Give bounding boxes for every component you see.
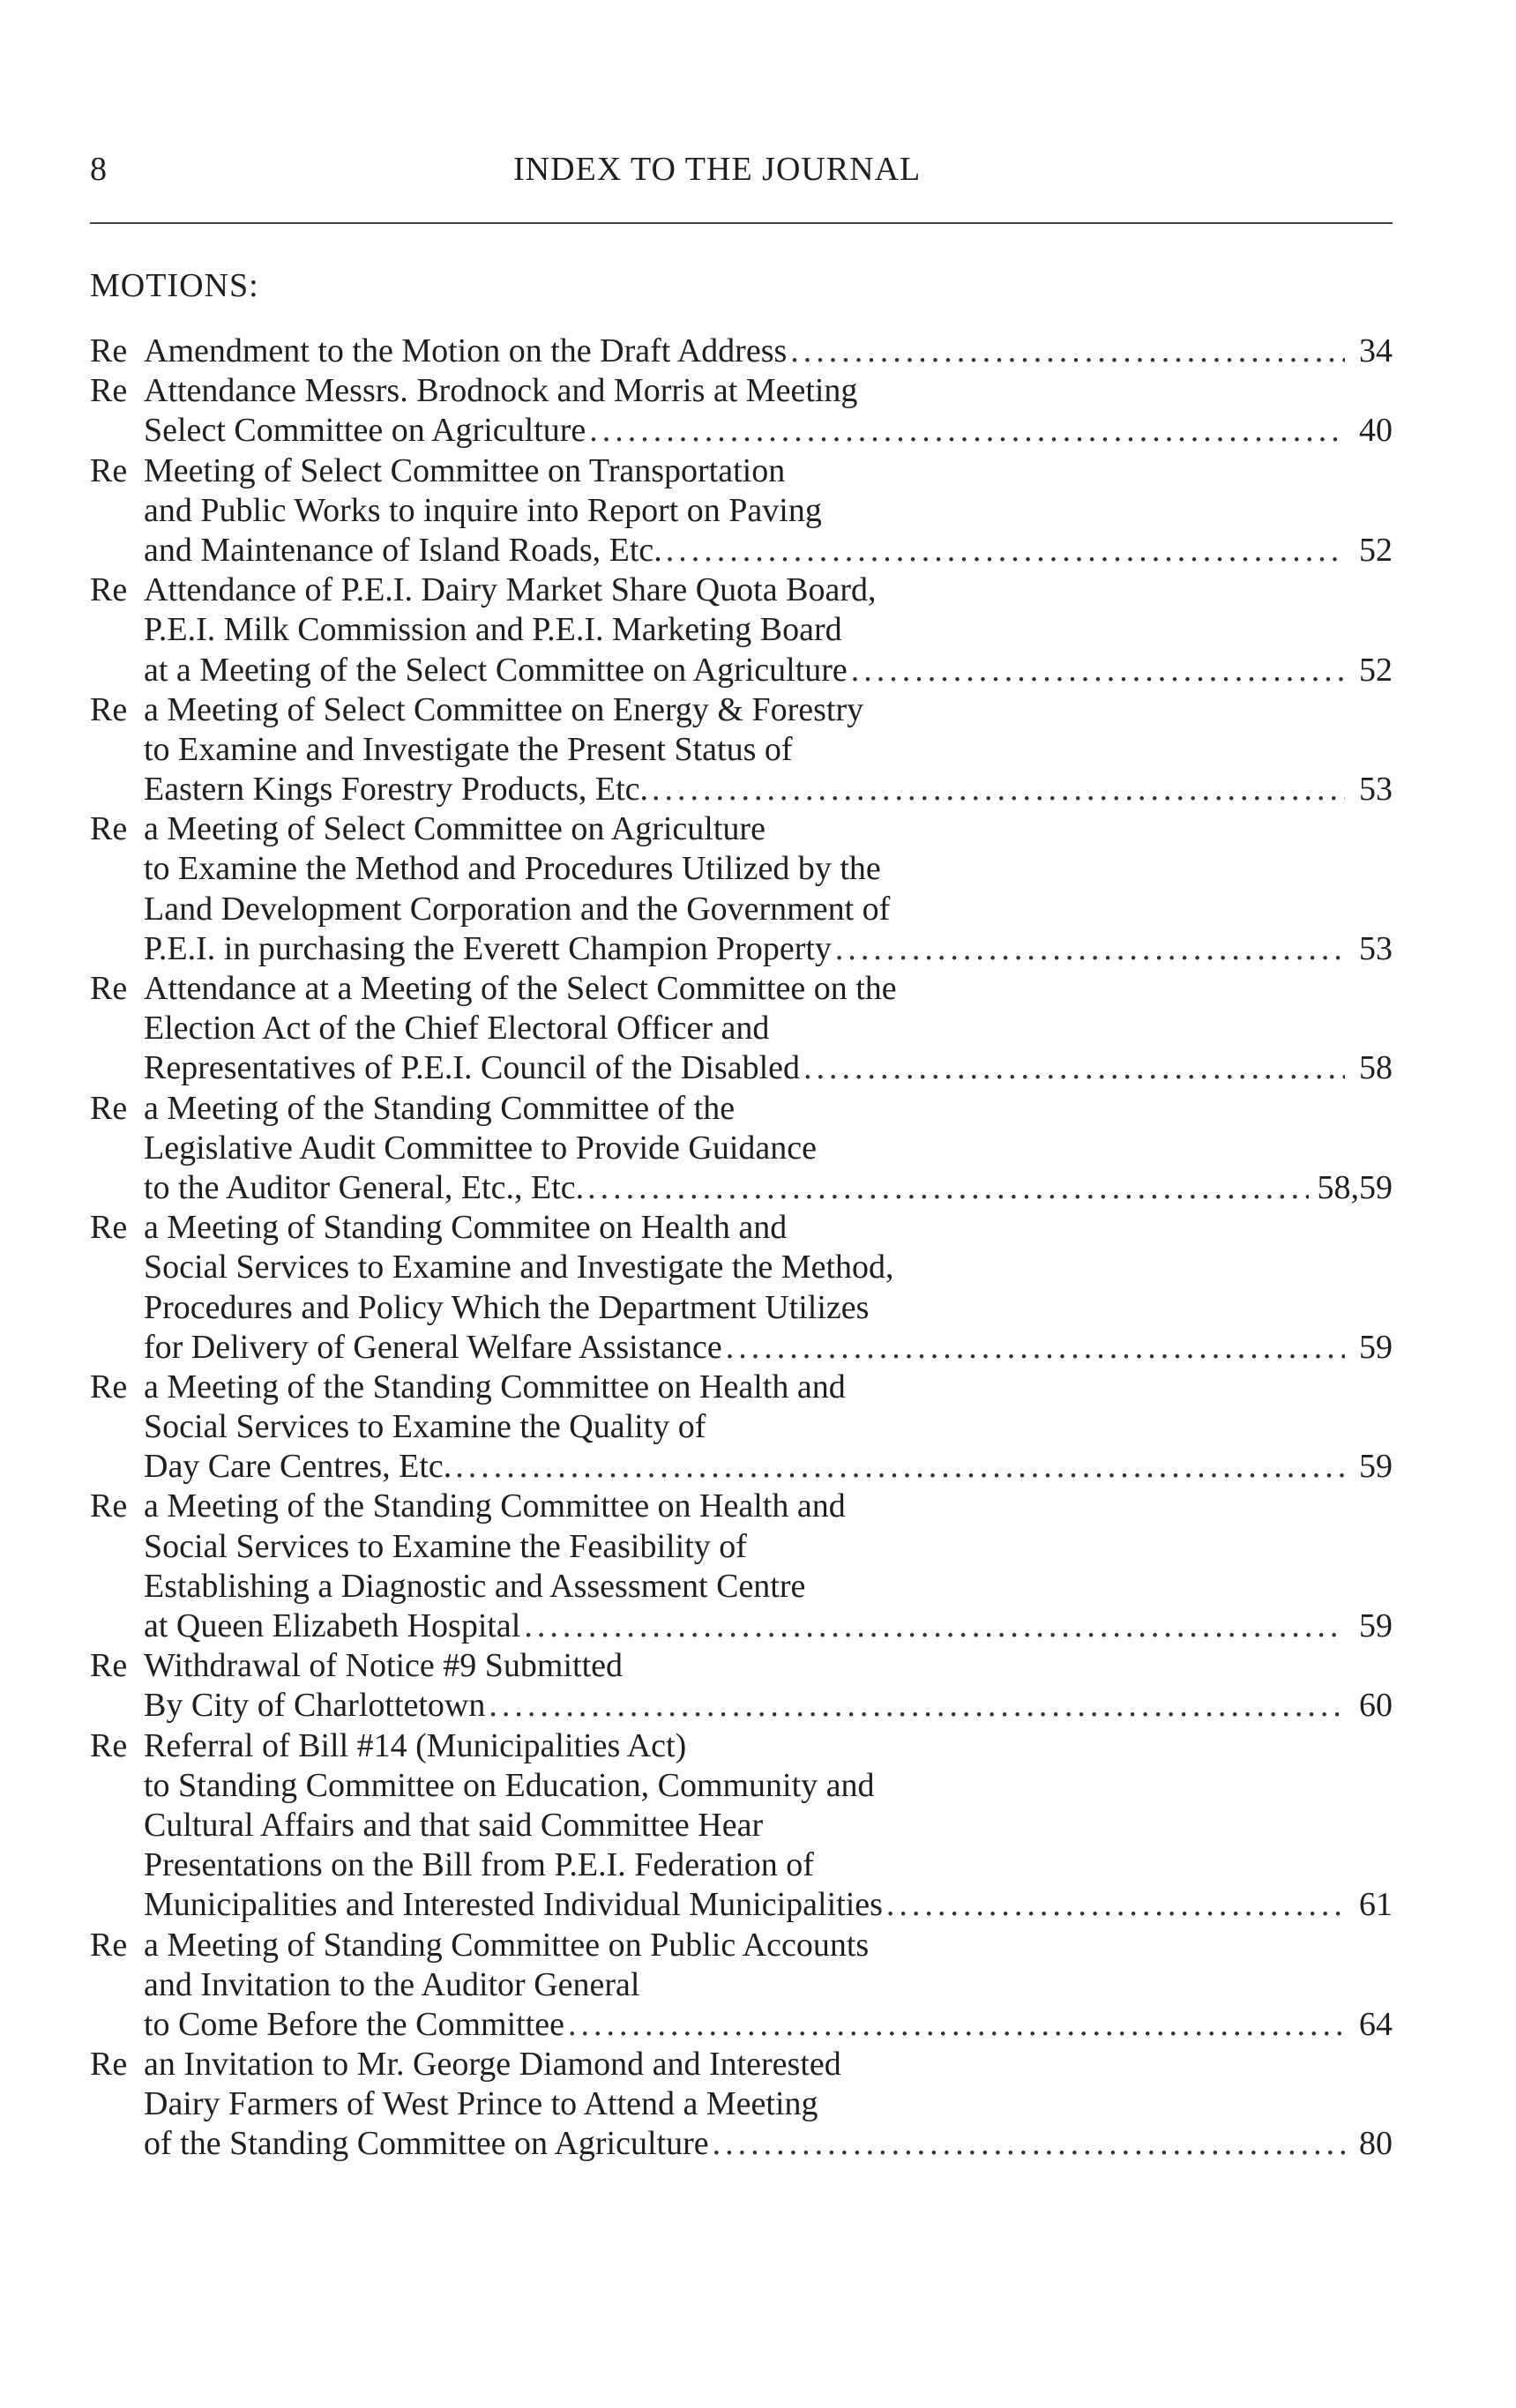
entry-text-wrap [144,1528,747,1565]
entry-text-wrap [90,1487,846,1525]
entry-line [90,1288,1393,1328]
entry-text-wrap [90,452,785,489]
index-entry [90,809,1393,969]
entry-page-number: 60 [1359,1687,1393,1725]
entry-text-wrap [90,571,876,608]
entry-text: Social Services to Examine the Quality of [144,1408,706,1446]
entry-text-wrap [144,1129,817,1167]
entry-text: a Meeting of Standing Committee on Public Accounts [144,1926,870,1964]
entry-text: a Meeting of Select Committee on Agriculture [144,810,765,848]
entry-page-number: 64 [1359,2005,1393,2043]
entry-line [90,2084,1393,2124]
dot-leader [803,1048,1345,1088]
entry-text: Municipalities and Interested Individual Municipalities [144,1886,883,1924]
entry-line [90,1368,1393,1407]
entry-text: a Meeting of the Standing Committee on Health and [144,1487,846,1525]
entry-text-wrap [144,2085,818,2122]
entry-text-wrap [144,1807,763,1844]
dot-leader [524,1607,1345,1646]
entry-line [90,690,1393,730]
dot-leader [726,1328,1345,1368]
entry-line [90,2005,1393,2045]
entry-line [90,1567,1393,1607]
entry-page-number: 59 [1359,1448,1393,1486]
entry-text: to Come Before the Committee [144,2005,565,2043]
dot-leader [713,2124,1345,2164]
index-entry [90,1487,1393,1646]
entry-line [90,1766,1393,1806]
entry-text-wrap [144,770,648,809]
entry-line [90,1089,1393,1129]
entry-text: a Meeting of the Standing Committee of the [144,1089,736,1127]
entry-line [90,849,1393,889]
entry-text: at Queen Elizabeth Hospital [144,1607,521,1644]
entry-line [90,770,1393,809]
index-entry [90,1208,1393,1368]
entry-text-wrap [144,731,793,768]
entry-text-wrap [144,1447,452,1487]
index-entry [90,2045,1393,2165]
entry-text-wrap [144,1885,883,1925]
entry-text-wrap [144,531,662,570]
entry-line [90,1607,1393,1646]
entry-text: Legislative Audit Committee to Provide Guidance [144,1129,818,1167]
entry-text: P.E.I. in purchasing the Everett Champion Property [144,929,832,967]
entry-text: to Examine the Method and Procedures Utilized by the [144,850,881,888]
dot-leader [589,411,1345,451]
index-entry [90,451,1393,571]
entry-line [90,531,1393,570]
index-entry [90,1646,1393,1726]
dot-leader [489,1686,1345,1726]
entry-line [90,1168,1393,1208]
entry-text: and Maintenance of Island Roads, Etc. [144,531,662,569]
entry-prefix: Re [90,451,128,489]
entry-text-wrap [144,1048,800,1088]
entry-text-wrap [144,2005,564,2045]
entry-line [90,411,1393,451]
entry-line [90,570,1393,610]
entry-line [90,1248,1393,1287]
entry-text: By City of Charlottetown [144,1687,486,1725]
entry-text-wrap [90,1927,869,1964]
entry-text-wrap [90,372,857,409]
entry-line [90,1407,1393,1447]
entry-text: Election Act of the Chief Electoral Officer and [144,1010,770,1047]
entry-text: at a Meeting of the Select Committee on Agriculture [144,651,848,689]
dot-leader [835,929,1345,969]
entry-line [90,1806,1393,1845]
entry-line [90,1726,1393,1766]
entry-line [90,2124,1393,2164]
entry-page-number: 52 [1359,651,1393,689]
entry-text-wrap [144,1846,814,1883]
header-divider [90,222,1393,224]
entry-text: Social Services to Examine and Investigate the Method, [144,1249,894,1286]
entry-page-number: 59 [1359,1607,1393,1644]
entry-line [90,610,1393,650]
entry-text: Dairy Farmers of West Prince to Attend a Meeting [144,2085,818,2123]
entry-line [90,451,1393,491]
entry-line [90,2045,1393,2084]
entry-line [90,1447,1393,1487]
dot-leader [851,651,1345,690]
entry-prefix: Re [90,1209,128,1247]
entry-text: of the Standing Committee on Agriculture [144,2125,709,2163]
entry-page-number: 34 [1359,332,1393,369]
entry-line [90,929,1393,969]
entry-prefix: Re [90,1368,128,1405]
index-entry [90,690,1393,810]
entry-text-wrap [90,1209,787,1246]
entry-text-wrap [90,1727,686,1764]
entry-text-wrap [90,810,765,847]
entry-text: Establishing a Diagnostic and Assessment Centre [144,1567,806,1605]
entry-text-wrap [144,1408,706,1445]
entry-text-wrap [144,1686,485,1726]
entry-text-wrap [144,492,822,529]
entry-text-wrap [90,2046,841,2083]
entry-text: Representatives of P.E.I. Council of the Disabled [144,1049,801,1087]
entry-page-number: 58,59 [1317,1168,1393,1206]
entry-page-number: 53 [1359,929,1393,967]
entry-line [90,1208,1393,1248]
entry-text: for Delivery of General Welfare Assistance [144,1328,722,1366]
entry-text: P.E.I. Milk Commission and P.E.I. Marketing Board [144,611,842,649]
entry-line [90,1926,1393,1965]
entry-page-number: 53 [1359,771,1393,809]
entry-line [90,491,1393,531]
entry-prefix: Re [90,1647,128,1685]
index-entries [90,332,1393,2165]
entry-page-number: 80 [1359,2125,1393,2163]
entry-text-wrap [144,1289,869,1326]
index-entry [90,1726,1393,1926]
entry-text-wrap [144,1010,769,1047]
dot-leader [568,2005,1345,2045]
index-entry [90,371,1393,451]
entry-line [90,890,1393,929]
entry-text: to the Auditor General, Etc., Etc. [144,1168,585,1206]
entry-line [90,1686,1393,1726]
section-heading: MOTIONS: [90,267,259,304]
entry-text-wrap [144,2124,709,2164]
entry-text: a Meeting of Standing Commitee on Health and [144,1209,788,1247]
entry-text: Cultural Affairs and that said Committee Hear [144,1806,764,1844]
entry-line [90,1885,1393,1925]
index-entry [90,332,1393,371]
entry-text-wrap [144,1966,639,2003]
entry-prefix: Re [90,1926,128,1964]
entry-text: Amendment to the Motion on the Draft Address [144,332,788,369]
entry-page-number: 61 [1359,1886,1393,1924]
entry-text: Procedures and Policy Which the Department Utilizes [144,1288,870,1326]
entry-text-wrap [90,1368,846,1405]
entry-line [90,1965,1393,2005]
page-header [90,150,1393,199]
entry-text: Attendance at a Meeting of the Select Committee on the [144,970,897,1007]
index-entry [90,1089,1393,1209]
entry-text: Attendance of P.E.I. Dairy Market Share Quota Board, [144,571,877,609]
entry-text-wrap [144,651,848,690]
entry-line [90,969,1393,1009]
entry-text-wrap [144,850,881,887]
index-entry [90,969,1393,1089]
entry-line [90,1009,1393,1048]
entry-text: a Meeting of Select Committee on Energy & Forestry [144,690,864,728]
entry-line [90,1328,1393,1368]
entry-line [90,1646,1393,1686]
entry-text: Select Committee on Agriculture [144,412,586,450]
dot-leader [455,1447,1345,1487]
entry-text: Eastern Kings Forestry Products, Etc. [144,771,649,809]
entry-prefix: Re [90,1089,128,1127]
dot-leader [652,770,1345,809]
entry-page-number: 59 [1359,1328,1393,1366]
entry-line [90,1845,1393,1885]
dot-leader [886,1885,1345,1925]
entry-text-wrap [144,891,890,928]
entry-prefix: Re [90,571,128,609]
entry-prefix: Re [90,332,128,369]
entry-text-wrap [144,1607,520,1646]
entry-prefix: Re [90,1487,128,1525]
index-entry [90,1368,1393,1487]
entry-text-wrap [144,611,842,648]
entry-text: Land Development Corporation and the Government of [144,890,891,928]
entry-line [90,1527,1393,1567]
entry-text-wrap [90,1090,735,1127]
entry-page-number: 58 [1359,1049,1393,1087]
entry-text-wrap [90,332,787,371]
entry-prefix: Re [90,970,128,1007]
entry-text: Attendance Messrs. Brodnock and Morris at Meeting [144,372,858,410]
entry-line [90,1487,1393,1526]
dot-leader [790,332,1345,371]
entry-line [90,371,1393,411]
entry-text-wrap [144,1568,805,1605]
entry-text: Meeting of Select Committee on Transportation [144,451,786,489]
entry-prefix: Re [90,690,128,728]
entry-text: Withdrawal of Notice #9 Submitted [144,1647,624,1685]
entry-text-wrap [144,1168,584,1208]
index-entry [90,1926,1393,2046]
entry-text-wrap [90,691,863,728]
entry-text: to Standing Committee on Education, Community and [144,1766,875,1804]
entry-text: Social Services to Examine the Feasibility of [144,1527,747,1565]
entry-text: Day Care Centres, Etc. [144,1448,452,1486]
dot-leader [587,1168,1308,1208]
entry-text: a Meeting of the Standing Committee on Health and [144,1368,846,1405]
entry-line [90,1129,1393,1168]
entry-page-number: 52 [1359,531,1393,569]
page-number: 8 [90,151,108,188]
dot-leader [666,531,1345,570]
entry-prefix: Re [90,1726,128,1764]
entry-text: and Invitation to the Auditor General [144,1965,640,2003]
entry-text-wrap [144,411,586,451]
entry-line [90,809,1393,849]
entry-text-wrap [90,970,897,1007]
index-entry [90,570,1393,690]
entry-text: Referral of Bill #14 (Municipalities Act) [144,1726,687,1764]
entry-line [90,651,1393,690]
entry-line [90,332,1393,371]
entry-text: Presentations on the Bill from P.E.I. Federation of [144,1846,814,1884]
running-title: INDEX TO THE JOURNAL [513,151,922,188]
entry-text-wrap [144,1328,722,1368]
entry-text-wrap [90,1647,623,1684]
entry-text: to Examine and Investigate the Present Status of [144,730,793,768]
entry-line [90,730,1393,770]
entry-text: an Invitation to Mr. George Diamond and Interested [144,2046,841,2084]
entry-text-wrap [144,1767,875,1804]
entry-text-wrap [144,929,832,969]
entry-prefix: Re [90,810,128,848]
entry-prefix: Re [90,2046,128,2084]
entry-text-wrap [144,1249,894,1286]
entry-text: and Public Works to inquire into Report on Paving [144,491,822,529]
entry-page-number: 40 [1359,412,1393,450]
entry-prefix: Re [90,372,128,410]
entry-line [90,1048,1393,1088]
